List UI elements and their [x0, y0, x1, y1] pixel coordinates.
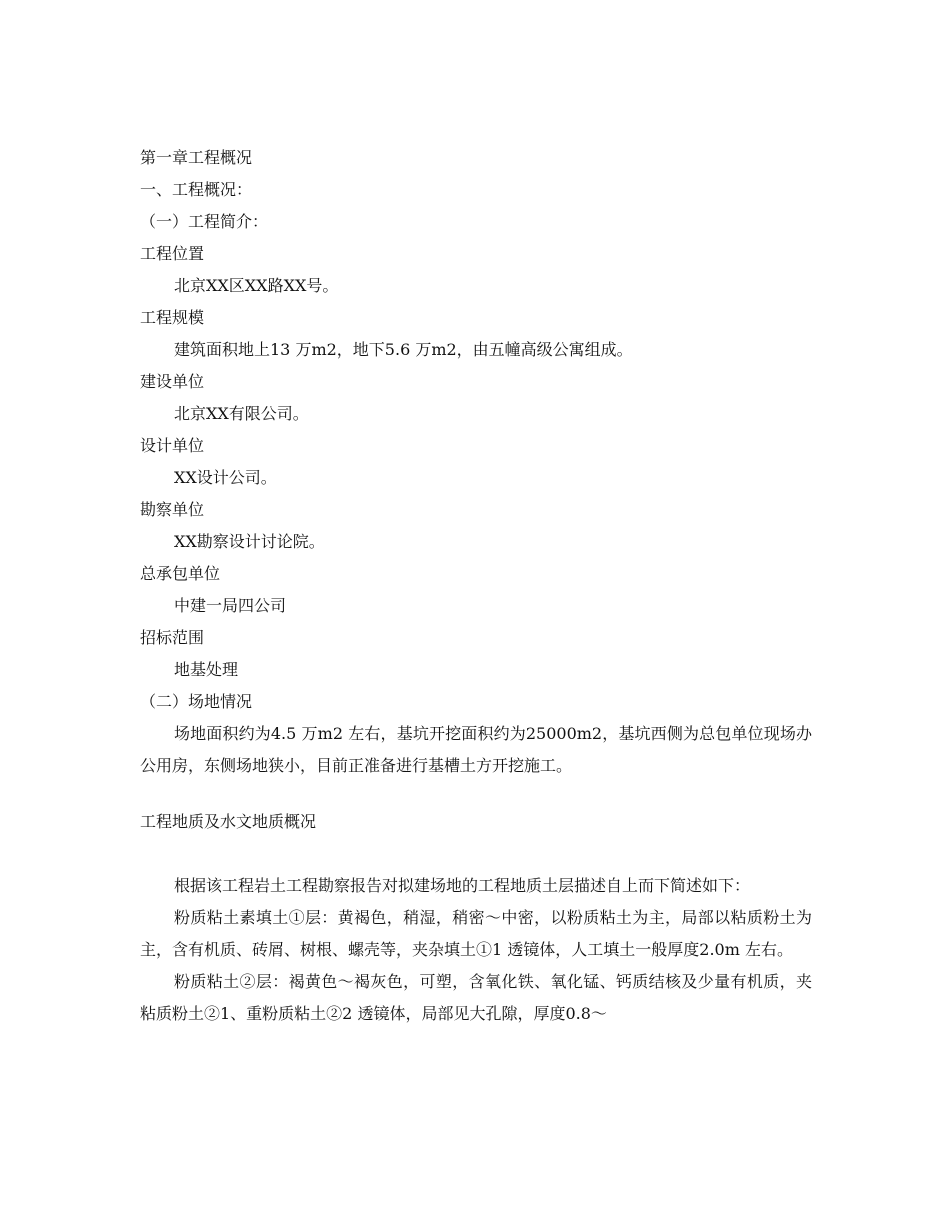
item-value-surveyor: XX勘察设计讨论院。 — [174, 532, 325, 551]
item-value-location: 北京XX区XX路XX号。 — [174, 276, 339, 295]
item-value-contractor: 中建一局四公司 — [174, 596, 287, 615]
item-value-scope: 地基处理 — [174, 660, 239, 679]
layer-1-paragraph: 粉质粘土素填土①层：黄褐色，稍湿，稍密～中密，以粉质粘土为主，局部以粘质粉土为主，含有机质、砖屑、树根、螺壳等，夹杂填土①1 透镜体，人工填土一般厚度2.0m 左右。 — [140, 908, 812, 959]
item-label-scale: 工程规模 — [140, 308, 205, 327]
section-heading: 一、工程概况： — [140, 180, 253, 199]
item-label-location: 工程位置 — [140, 244, 205, 263]
site-paragraph: 场地面积约为4.5 万m2 左右，基坑开挖面积约为25000m2，基坑西侧为总包单位现场办公用房，东侧场地狭小，目前正准备进行基槽土方开挖施工。 — [140, 724, 812, 775]
item-value-designer: XX设计公司。 — [174, 468, 277, 487]
spacer — [140, 838, 812, 870]
item-label-contractor: 总承包单位 — [140, 564, 221, 583]
document-body — [140, 142, 812, 1030]
layer-2-paragraph: 粉质粘土②层：褐黄色～褐灰色，可塑，含氧化铁、氧化锰、钙质结核及少量有机质，夹粘质粉土②1、重粉质粘土②2 透镜体，局部见大孔隙，厚度0.8～ — [140, 972, 812, 1023]
chapter-title: 第一章工程概况 — [140, 148, 253, 167]
item-label-designer: 设计单位 — [140, 436, 205, 455]
geology-heading: 工程地质及水文地质概况 — [140, 812, 317, 831]
subsection-heading: （一）工程简介： — [140, 212, 269, 231]
geology-intro-paragraph: 根据该工程岩土工程勘察报告对拟建场地的工程地质土层描述自上而下简述如下： — [174, 876, 751, 895]
subsection-heading-site: （二）场地情况 — [140, 692, 253, 711]
item-label-scope: 招标范围 — [140, 628, 205, 647]
item-value-scale: 建筑面积地上13 万m2，地下5.6 万m2，由五幢高级公寓组成。 — [174, 340, 633, 359]
item-label-owner: 建设单位 — [140, 372, 205, 391]
spacer — [140, 782, 812, 806]
item-label-surveyor: 勘察单位 — [140, 500, 205, 519]
item-value-owner: 北京XX有限公司。 — [174, 404, 309, 423]
